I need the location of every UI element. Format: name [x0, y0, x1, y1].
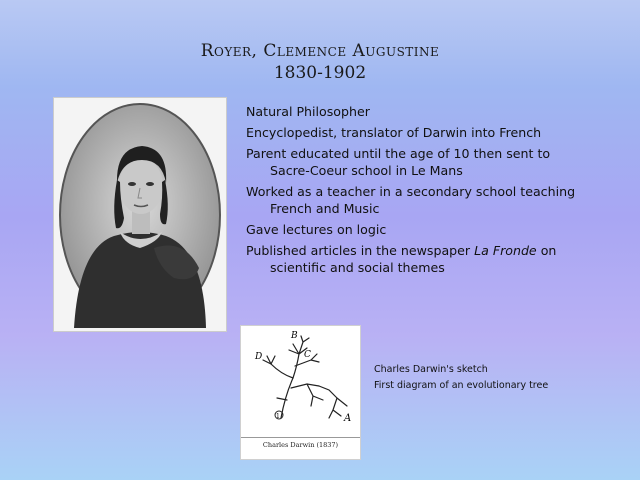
- tree-sketch-drawing: [241, 326, 360, 436]
- label-d: D: [255, 352, 263, 362]
- bullet-item: Gave lectures on logic: [246, 222, 387, 237]
- label-a: A: [344, 413, 352, 424]
- title-name: Royer, Clemence Augustine: [200, 41, 440, 61]
- title-years: 1830-1902: [273, 63, 367, 83]
- sketch-caption: Charles Darwin (1837): [241, 437, 360, 449]
- bullet-item: Parent educated until the age of 10 then sent to Sacre-Coeur school in Le Mans: [246, 146, 551, 178]
- bullet-item: Worked as a teacher in a secondary school teaching French and Music: [246, 184, 576, 216]
- bullet-item: Encyclopedist, translator of Darwin into French: [246, 125, 542, 140]
- darwin-sketch: [240, 325, 361, 460]
- sketch-notes: [374, 363, 574, 395]
- bullet-item: Natural Philosopher: [246, 104, 370, 119]
- portrait-photo: [53, 97, 227, 332]
- bullet-item: [246, 242, 586, 276]
- slide-title: [150, 40, 490, 84]
- bullet-text-after: on scientific and social themes: [270, 243, 557, 275]
- bullet-list: [246, 103, 586, 280]
- newspaper-name: La Fronde: [474, 243, 537, 258]
- note-line: Charles Darwin's sketch: [374, 364, 488, 375]
- label-c: C: [304, 350, 311, 360]
- bullet-text-before: Published articles in the newspaper: [246, 243, 475, 258]
- label-one: 1: [276, 413, 280, 420]
- label-b: B: [291, 331, 298, 341]
- note-line: First diagram of an evolutionary tree: [374, 380, 549, 391]
